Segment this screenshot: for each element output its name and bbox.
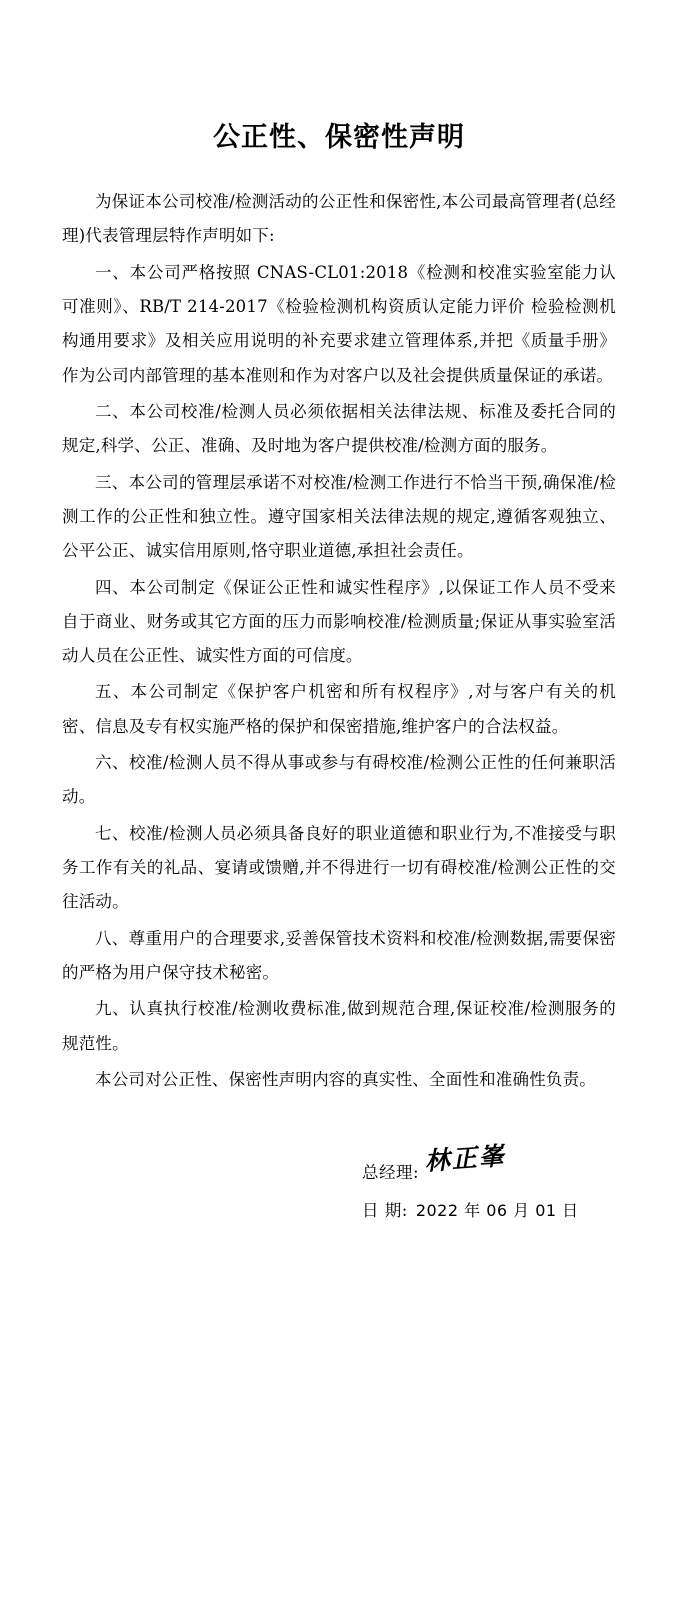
signature-block: [62, 1141, 616, 1226]
date-value: 2022 年 06 月 01 日: [415, 1200, 579, 1220]
paragraph-item-9: 九、认真执行校准/检测收费标准,做到规范合理,保证校准/检测服务的规范性。: [62, 999, 616, 1053]
signature-label: 总经理:: [362, 1163, 420, 1183]
paragraph-intro: 为保证本公司校准/检测活动的公正性和保密性,本公司最高管理者(总经理)代表管理层特作声明如下:: [62, 192, 616, 246]
paragraph-item-1: 一、本公司严格按照 CNAS-CL01:2018《检测和校准实验室能力认可准则》、RB/T 214-2017《检验检测机构资质认定能力评价 检验检测机构通用要求》及相关应用说明的补充要求建立管理体系,并把《质量手册》作为公司内部管理的基本准则和作为对客户以及社会提供质量保证的承诺。: [62, 262, 616, 385]
paragraph-item-3: 三、本公司的管理层承诺不对校准/检测工作进行不恰当干预,确保准/检测工作的公正性和独立性。遵守国家相关法律法规的规定,遵循客观独立、公平公正、诚实信用原则,恪守职业道德,承担社会责任。: [62, 472, 616, 561]
paragraph-item-2: 二、本公司校准/检测人员必须依据相关法律法规、标准及委托合同的规定,科学、公正、准确、及时地为客户提供校准/检测方面的服务。: [62, 401, 616, 456]
paragraph-item-8: 八、尊重用户的合理要求,妥善保管技术资料和校准/检测数据,需要保密的严格为用户保守技术秘密。: [62, 928, 616, 982]
handwritten-signature: 林正峯: [423, 1141, 507, 1177]
page-title: 公正性、保密性声明: [213, 122, 465, 153]
paragraph-item-5: 五、本公司制定《保护客户机密和所有权程序》,对与客户有关的机密、信息及专有权实施严格的保护和保密措施,维护客户的合法权益。: [62, 682, 616, 736]
paragraph-item-7: 七、校准/检测人员必须具备良好的职业道德和职业行为,不准接受与职务工作有关的礼品、宴请或馈赠,并不得进行一切有碍校准/检测公正性的交往活动。: [62, 823, 616, 912]
paragraph-item-6: 六、校准/检测人员不得从事或参与有碍校准/检测公正性的任何兼职活动。: [62, 753, 616, 807]
paragraph-item-4: 四、本公司制定《保证公正性和诚实性程序》,以保证工作人员不受来自于商业、财务或其它方面的压力而影响校准/检测质量;保证从事实验室活动人员在公正性、诚实性方面的可信度。: [62, 577, 616, 666]
date-row: [362, 1195, 616, 1226]
date-label: 日 期:: [362, 1200, 408, 1220]
paragraph-closing: 本公司对公正性、保密性声明内容的真实性、全面性和准确性负责。: [95, 1069, 596, 1089]
signature-row: [362, 1141, 616, 1189]
